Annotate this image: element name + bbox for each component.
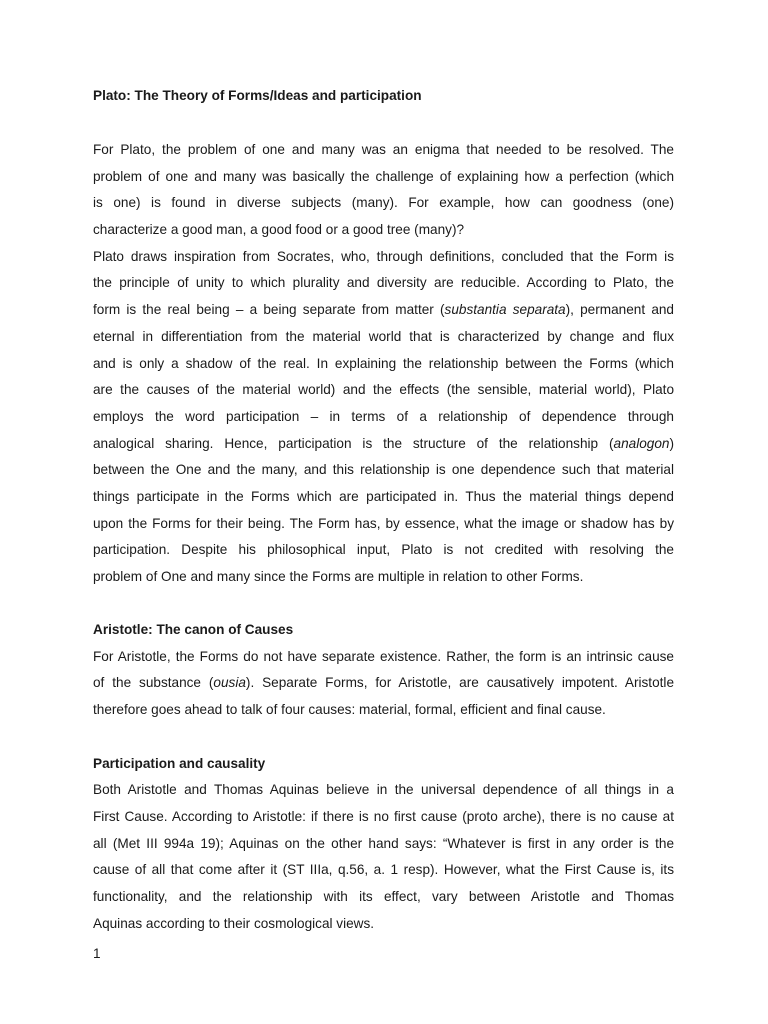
text-segment: ), permanent and bbox=[565, 302, 674, 318]
paragraph-participation bbox=[93, 777, 674, 937]
page-number: 1 bbox=[93, 946, 101, 961]
text-line: problem of One and many since the Forms are multiple in relation to other Forms. bbox=[93, 569, 584, 585]
section-heading-participation: Participation and causality bbox=[93, 755, 266, 771]
text-line: problem of one and many was basically the challenge of explaining how a perfection (which bbox=[93, 168, 674, 184]
text-segment: ). Separate Forms, for Aristotle, are causatively impotent. Aristotle bbox=[245, 675, 674, 691]
text-line: all (Met III 994a 19); Aquinas on the other hand says: “Whatever is first in any order is the bbox=[93, 835, 674, 851]
text-line: therefore goes ahead to talk of four causes: material, formal, efficient and final cause. bbox=[93, 702, 606, 718]
text-line: things participate in the Forms which are participated in. Thus the material things depend bbox=[93, 488, 674, 504]
text-line: participation. Despite his philosophical input, Plato is not credited with resolving the bbox=[93, 542, 674, 558]
italic-term: ousia bbox=[213, 675, 246, 691]
text-line: For Aristotle, the Forms do not have separate existence. Rather, the form is an intrinsic cause bbox=[93, 648, 674, 664]
italic-term: analogon bbox=[613, 435, 670, 451]
text-line: are the causes of the material world) and the effects (the sensible, material world), Plato bbox=[93, 382, 674, 398]
section-heading-plato: Plato: The Theory of Forms/Ideas and participation bbox=[93, 88, 422, 103]
text-line: Plato draws inspiration from Socrates, who, through definitions, concluded that the Form is bbox=[93, 248, 674, 264]
text-line: between the One and the many, and this relationship is one dependence such that material bbox=[93, 462, 674, 478]
text-segment: analogical sharing. Hence, participation is the structure of the relationship ( bbox=[93, 435, 614, 451]
text-line: characterize a good man, a good food or a good tree (many)? bbox=[93, 222, 465, 238]
text-line: functionality, and the relationship with its effect, vary between Aristotle and Thomas bbox=[93, 888, 674, 904]
text-segment: ) bbox=[669, 435, 674, 451]
text-line: and is only a shadow of the real. In explaining the relationship between the Forms (which bbox=[93, 355, 674, 371]
text-line: For Plato, the problem of one and many was an enigma that needed to be resolved. The bbox=[93, 142, 674, 157]
text-line: the principle of unity to which plurality and diversity are reducible. According to Plato, the bbox=[93, 275, 674, 291]
text-line: Both Aristotle and Thomas Aquinas believe in the universal dependence of all things in a bbox=[93, 782, 674, 798]
text-line: is one) is found in diverse subjects (many). For example, how can goodness (one) bbox=[93, 195, 674, 211]
italic-term: substantia separata bbox=[444, 302, 566, 318]
text-line-with-italic bbox=[93, 297, 674, 324]
text-line: Aquinas according to their cosmological views. bbox=[93, 915, 375, 931]
text-line: cause of all that come after it (ST IIIa, q.56, a. 1 resp). However, what the First Cause is, its bbox=[93, 862, 674, 878]
paragraph-aristotle bbox=[93, 644, 674, 724]
text-line-with-italic bbox=[93, 431, 674, 458]
text-line: First Cause. According to Aristotle: if there is no first cause (proto arche), there is no cause at bbox=[93, 808, 674, 824]
text-line: eternal in differentiation from the material world that is characterized by change and flux bbox=[93, 328, 674, 344]
paragraph-plato-intro bbox=[93, 137, 674, 244]
section-heading-aristotle: Aristotle: The canon of Causes bbox=[93, 622, 294, 637]
text-segment: of the substance ( bbox=[93, 675, 214, 691]
text-line-with-italic bbox=[93, 670, 674, 697]
text-line: employs the word participation – in terms of a relationship of dependence through bbox=[93, 408, 674, 424]
text-line: upon the Forms for their being. The Form has, by essence, what the image or shadow has by bbox=[93, 515, 674, 531]
paragraph-plato-forms bbox=[93, 244, 674, 591]
text-segment: form is the real being – a being separate from matter ( bbox=[93, 302, 445, 318]
